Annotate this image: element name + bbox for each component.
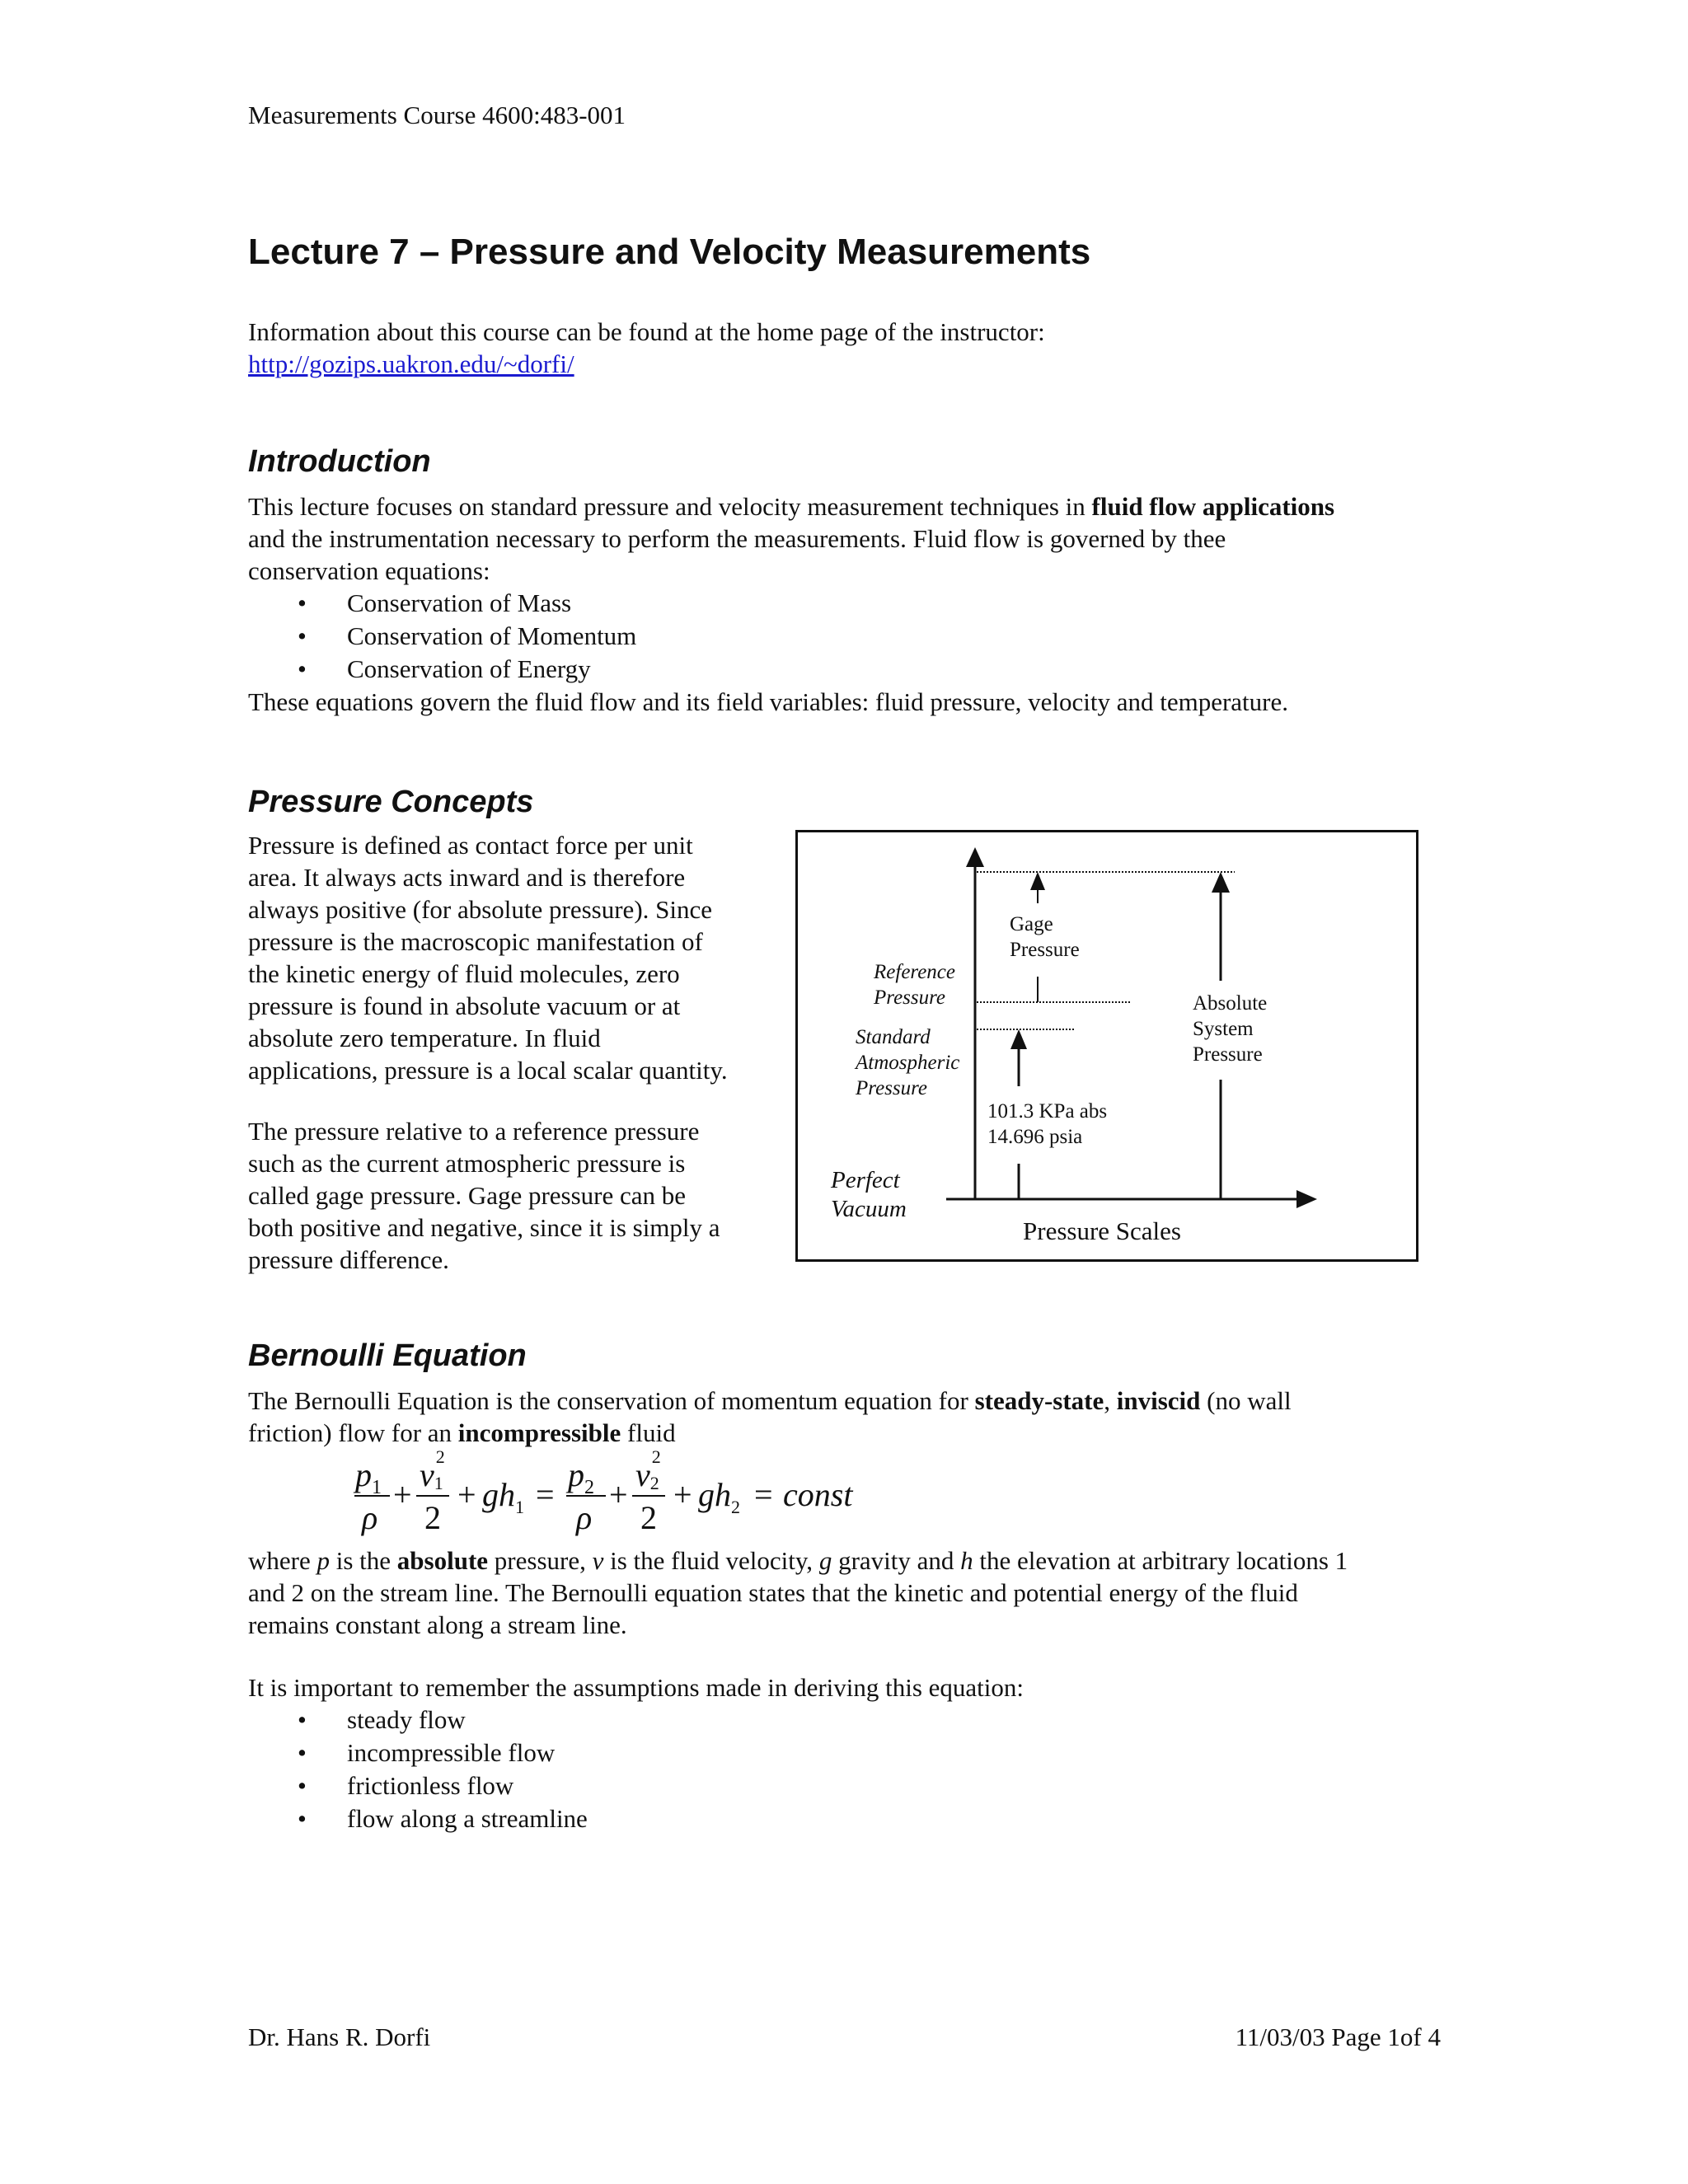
eq-rho: ρ	[576, 1499, 593, 1536]
text-line	[248, 1385, 1292, 1417]
label-line: Vacuum	[831, 1196, 907, 1222]
intro-line-1	[248, 490, 1451, 523]
list-item	[248, 620, 1451, 653]
list-item-text: steady flow	[347, 1705, 466, 1734]
text-line: absolute zero temperature. In fluid	[248, 1024, 601, 1052]
bullet-icon: •	[298, 654, 307, 683]
label-line: Standard	[856, 1026, 931, 1048]
scale-axis-arrowhead	[1296, 1190, 1317, 1208]
list-item-text: frictionless flow	[347, 1771, 514, 1800]
bernoulli-explanation	[248, 1544, 1348, 1641]
atmospheric-value-label	[987, 1099, 1107, 1150]
text-line	[248, 1544, 1348, 1577]
eq-gh2	[698, 1475, 740, 1518]
eq-equals: =	[754, 1476, 773, 1513]
bullet-icon: •	[298, 1738, 307, 1767]
assumptions-list	[248, 1704, 1451, 1835]
text-line	[248, 1417, 1292, 1449]
text-span: pressure,	[488, 1546, 593, 1575]
pressure-concepts-heading: Pressure Concepts	[248, 785, 534, 819]
page-title: Lecture 7 – Pressure and Velocity Measurements	[248, 232, 1091, 272]
eq-superscript: 2	[651, 1446, 661, 1467]
standard-atmospheric-label	[856, 1024, 959, 1101]
eq-p1	[355, 1455, 382, 1499]
gage-arrowhead	[1030, 872, 1045, 890]
label-line: Pressure	[874, 987, 946, 1009]
eq-subscript: 1	[434, 1473, 443, 1493]
text-span: The Bernoulli Equation is the conservation of momentum equation for	[248, 1386, 975, 1415]
text-line: remains constant along a stream line.	[248, 1610, 627, 1639]
eq-rho: ρ	[362, 1499, 378, 1536]
italic-span: g	[818, 1546, 832, 1575]
text-line: always positive (for absolute pressure). Since	[248, 895, 713, 924]
bold-span: steady-state	[974, 1386, 1104, 1415]
eq-symbol: gh	[482, 1476, 515, 1513]
label-line: Gage	[1010, 913, 1053, 935]
eq-plus: +	[609, 1476, 628, 1513]
text-line: applications, pressure is a local scalar quantity.	[248, 1056, 728, 1085]
text-span: (no wall	[1200, 1386, 1292, 1415]
course-header: Measurements Course 4600:483-001	[248, 101, 626, 129]
text-span: is the	[329, 1546, 397, 1575]
list-item	[248, 1704, 1451, 1736]
eq-const: const	[783, 1476, 853, 1513]
text-line: both positive and negative, since it is simply a	[248, 1213, 720, 1242]
list-item-text: Conservation of Momentum	[347, 621, 637, 650]
eq-subscript: 2	[649, 1473, 659, 1493]
eq-p2	[568, 1455, 594, 1499]
perfect-vacuum-label	[831, 1166, 907, 1224]
list-item	[248, 1769, 1451, 1802]
eq-plus: +	[673, 1476, 692, 1513]
bernoulli-intro	[248, 1385, 1292, 1449]
bold-span: absolute	[396, 1546, 489, 1575]
eq-v2	[635, 1446, 661, 1494]
list-item-text: Conservation of Energy	[347, 654, 591, 683]
diagram-caption: Pressure Scales	[1023, 1216, 1181, 1245]
reference-pressure-label	[874, 959, 955, 1010]
text-line: such as the current atmospheric pressure is	[248, 1149, 686, 1178]
eq-v1	[420, 1446, 445, 1494]
label-line: 101.3 KPa abs	[987, 1100, 1108, 1122]
list-item	[248, 587, 1451, 620]
conservation-list	[248, 587, 1451, 686]
label-line: Atmospheric	[856, 1052, 960, 1074]
eq-superscript: 2	[435, 1446, 445, 1467]
list-item-text: incompressible flow	[347, 1738, 556, 1767]
list-item-text: flow along a streamline	[347, 1804, 588, 1833]
bernoulli-heading: Bernoulli Equation	[248, 1338, 527, 1373]
label-line: System	[1193, 1018, 1254, 1040]
bullet-icon: •	[298, 1804, 307, 1833]
text-span: friction) flow for an	[248, 1418, 458, 1447]
eq-symbol: p	[568, 1456, 584, 1493]
text-span: ,	[1104, 1386, 1117, 1415]
footer-page-number: 11/03/03 Page 1of 4	[1235, 2022, 1441, 2051]
text-line: pressure is found in absolute vacuum or at	[248, 991, 681, 1020]
eq-plus: +	[393, 1476, 412, 1513]
intro-summary: These equations govern the fluid flow and its field variables: fluid pressure, velocity and temperature.	[248, 687, 1288, 716]
pressure-axis-arrowhead	[966, 847, 984, 867]
text-line: pressure difference.	[248, 1245, 449, 1274]
label-line: Reference	[874, 961, 955, 983]
intro-line-3: conservation equations:	[248, 556, 490, 585]
text-span: gravity and	[832, 1546, 961, 1575]
assumptions-block	[248, 1671, 1451, 1835]
introduction-heading: Introduction	[248, 444, 431, 479]
bold-span: incompressible	[457, 1418, 621, 1447]
pressure-paragraph-2	[248, 1115, 720, 1276]
list-item-text: Conservation of Mass	[347, 588, 572, 617]
bullet-icon: •	[298, 1771, 307, 1800]
eq-symbol: p	[355, 1456, 372, 1493]
label-line: Perfect	[831, 1167, 900, 1193]
instructor-link[interactable]: http://gozips.uakron.edu/~dorfi/	[248, 349, 574, 378]
eq-symbol: v	[635, 1456, 650, 1493]
text-span: where	[248, 1546, 317, 1575]
list-item	[248, 1736, 1451, 1769]
text-line: Pressure is defined as contact force per unit	[248, 831, 693, 860]
label-line: Absolute	[1193, 992, 1268, 1015]
eq-subscript: 2	[584, 1477, 594, 1498]
text-span: the elevation at arbitrary locations 1	[973, 1546, 1348, 1575]
introduction-body	[248, 490, 1451, 718]
label-line: Pressure	[856, 1077, 928, 1099]
eq-subscript: 1	[515, 1497, 524, 1517]
text-span: fluid	[621, 1418, 676, 1447]
text-line: and 2 on the stream line. The Bernoulli equation states that the kinetic and potential energy of the fluid	[248, 1578, 1298, 1607]
eq-symbol: v	[420, 1456, 434, 1493]
eq-gh1	[482, 1475, 524, 1518]
bernoulli-equation	[350, 1446, 878, 1541]
text-line: pressure is the macroscopic manifestation of	[248, 927, 703, 956]
list-item	[248, 1802, 1451, 1835]
label-line: Pressure	[1010, 939, 1080, 961]
eq-plus: +	[457, 1476, 476, 1513]
gage-pressure-label	[1010, 912, 1080, 963]
italic-span: v	[592, 1546, 604, 1575]
absolute-arrowhead	[1212, 872, 1230, 893]
eq-two: 2	[424, 1499, 441, 1536]
info-text: Information about this course can be found at the home page of the instructor:	[248, 317, 1045, 346]
instructor-link-wrap	[248, 348, 574, 380]
text-line: The pressure relative to a reference pressure	[248, 1117, 700, 1146]
list-item	[248, 653, 1451, 686]
atm-arrowhead	[1010, 1029, 1027, 1049]
eq-subscript: 1	[372, 1477, 382, 1498]
eq-equals: =	[536, 1476, 555, 1513]
text-line: the kinetic energy of fluid molecules, zero	[248, 959, 680, 988]
eq-two: 2	[640, 1499, 657, 1536]
footer-author: Dr. Hans R. Dorfi	[248, 2022, 431, 2051]
absolute-system-pressure-label	[1193, 991, 1267, 1067]
bullet-icon: •	[298, 588, 307, 617]
text-line: area. It always acts inward and is therefore	[248, 863, 686, 892]
bold-span: inviscid	[1116, 1386, 1201, 1415]
pressure-paragraph-1	[248, 829, 728, 1086]
pressure-scales-diagram	[795, 830, 1418, 1262]
eq-symbol: gh	[698, 1476, 731, 1513]
text-line: called gage pressure. Gage pressure can be	[248, 1181, 687, 1210]
assumptions-intro: It is important to remember the assumptions made in deriving this equation:	[248, 1673, 1025, 1702]
italic-span: h	[960, 1546, 973, 1575]
intro-line-2: and the instrumentation necessary to perform the measurements. Fluid flow is governed by thee	[248, 524, 1226, 553]
label-line: Pressure	[1193, 1043, 1263, 1066]
eq-subscript: 2	[731, 1497, 740, 1517]
text-span: is the fluid velocity,	[603, 1546, 819, 1575]
bullet-icon: •	[298, 1705, 307, 1734]
label-line: 14.696 psia	[987, 1126, 1083, 1148]
bullet-icon: •	[298, 621, 307, 650]
italic-span: p	[316, 1546, 330, 1575]
intro-bold: fluid flow applications	[1091, 492, 1335, 521]
intro-text: This lecture focuses on standard pressure and velocity measurement techniques in	[248, 492, 1092, 521]
